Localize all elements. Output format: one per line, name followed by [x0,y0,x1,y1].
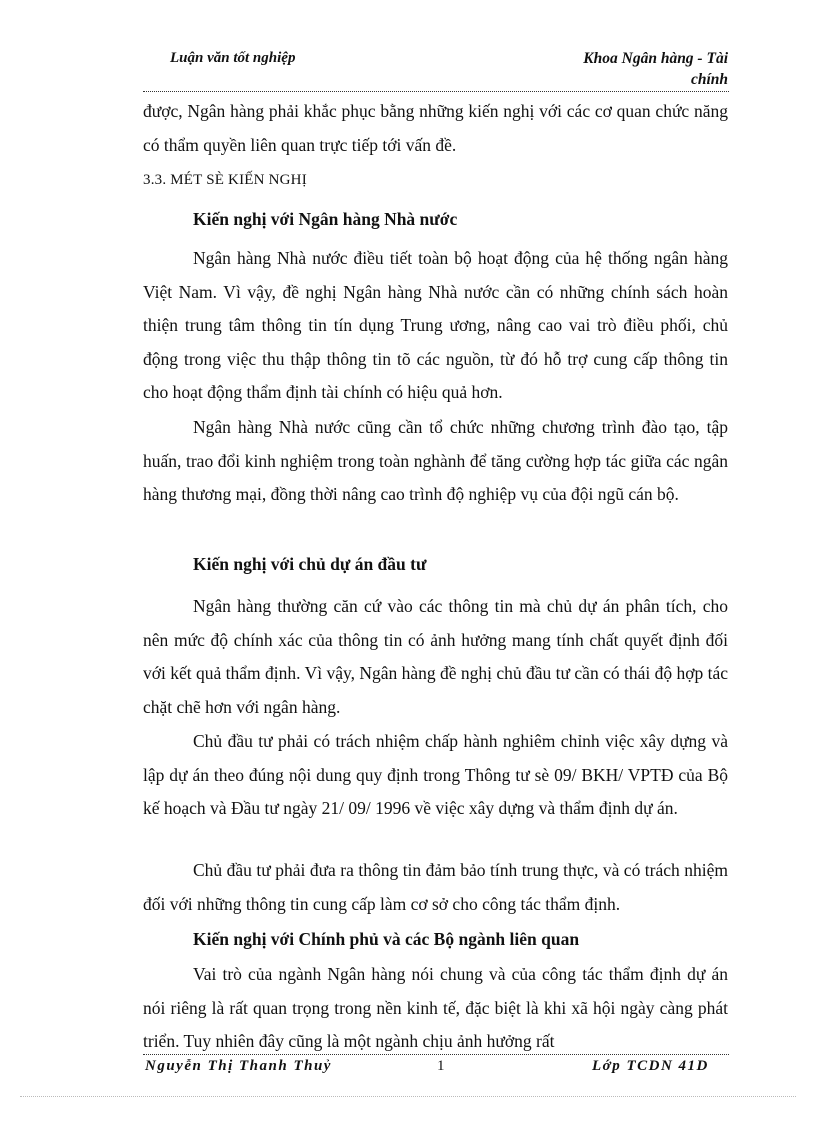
paragraph-project-owner-1: Ngân hàng thường căn cứ vào các thông tin mà chủ dự án phân tích, cho nên mức độ chính xác của thông tin có ảnh hưởng mang tính chất quyết định đối với kết quả thẩm định. Vì vậy, Ngân hàng đề nghị chủ đầu tư cần có thái độ hợp tác chặt chẽ hơn với ngân hàng. [143,596,728,717]
page-bottom-divider [20,1096,796,1097]
paragraph-government-1: Vai trò của ngành Ngân hàng nói chung và của công tác thẩm định dự án nói riêng là rất quan trọng trong nền kinh tế, đặc biệt là khi xã hội ngày càng phát triển. Tuy nhiên đây cũng là một ngành chịu ảnh hưởng rất [143,964,728,1051]
page-number: 1 [437,1058,445,1074]
section-title: 3.3. MÉT SÈ KIẾN NGHỊ [143,172,307,188]
footer-author: Nguyễn Thị Thanh Thuỷ [145,1058,332,1074]
subheading-project-owner: Kiến nghị với chủ dự án đầu tư [193,554,427,574]
paragraph-state-bank-1: Ngân hàng Nhà nước điều tiết toàn bộ hoạt động của hệ thống ngân hàng Việt Nam. Vì vậy, đề nghị Ngân hàng Nhà nước cần có những chính sách hoàn thiện trung tâm thông tin tín dụng Trung ương, nâng cao vai trò điều phối, chủ động trong việc thu thập thông tin tõ các nguồn, từ đó hỗ trợ cung cấp thông tin cho hoạt động thẩm định tài chính có hiệu quả hơn. [143,248,728,402]
subheading-state-bank: Kiến nghị với Ngân hàng Nhà nước [193,209,458,229]
header-divider [143,91,729,92]
paragraph-project-owner-2: Chủ đầu tư phải có trách nhiệm chấp hành nghiêm chỉnh việc xây dựng và lập dự án theo đúng nội dung quy định trong Thông tư sè 09/ BKH/ VPTĐ của Bộ kế hoạch và Đầu tư ngày 21/ 09/ 1996 về việc xây dựng và thẩm định dự án. [143,731,728,818]
paragraph-continued: được, Ngân hàng phải khắc phục bằng những kiến nghị với các cơ quan chức năng có thẩm quyền liên quan trực tiếp tới vấn đề. [143,101,728,155]
header-thesis-label: Luận văn tốt nghiệp [170,50,296,66]
footer-divider [143,1054,729,1055]
footer-class: Lớp TCDN 41D [592,1058,709,1074]
header-department-label: Khoa Ngân hàng - Tài chính [583,50,728,88]
subheading-government: Kiến nghị với Chính phủ và các Bộ ngành liên quan [193,929,580,949]
paragraph-state-bank-2: Ngân hàng Nhà nước cũng cần tổ chức những chương trình đào tạo, tập huấn, trao đổi kinh nghiệm trong toàn nghành để tăng cường hợp tác giữa các ngân hàng thương mại, đồng thời nâng cao trình độ nghiệp vụ của đội ngũ cán bộ. [143,417,728,504]
paragraph-project-owner-3: Chủ đầu tư phải đưa ra thông tin đảm bảo tính trung thực, và có trách nhiệm đối với những thông tin cung cấp làm cơ sở cho công tác thẩm định. [143,860,728,914]
